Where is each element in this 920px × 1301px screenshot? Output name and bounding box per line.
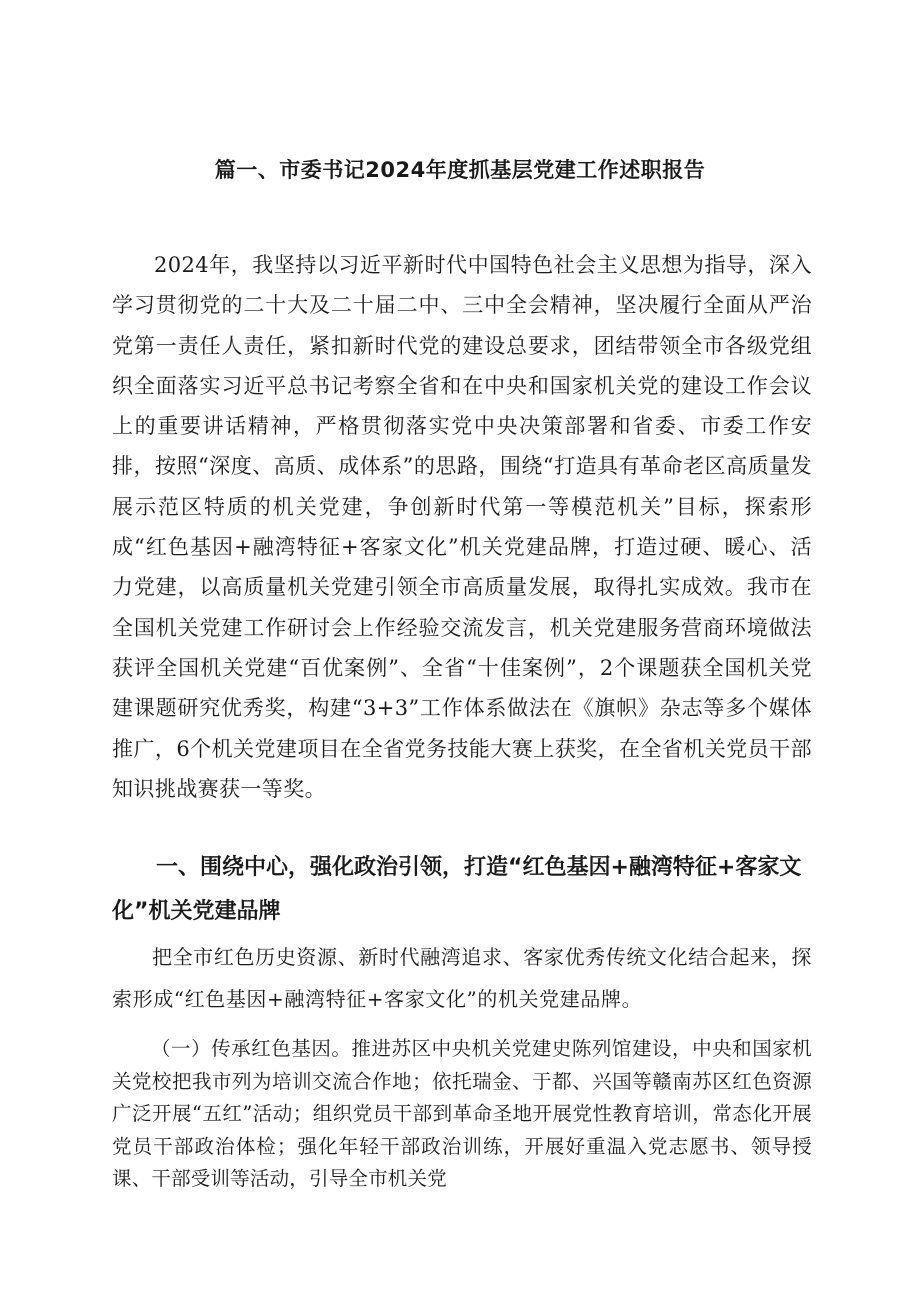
document-title: 篇一、市委书记2024年度抓基层党建工作述职报告 (214, 158, 706, 182)
section-item-paragraph: （一）传承红色基因。推进苏区中央机关党建史陈列馆建设，中央和国家机关党校把我市列为培训交流合作地；依托瑞金、于都、兴国等赣南苏区红色资源广泛开展“五红”活动；组织党员干部到革命圣地开展党性教育培训，常态化开展党员干部政治体检；强化年轻干部政治训练，开展好重温入党志愿书、领导授课、干部受训等活动，引导全市机关党 (112, 1037, 812, 1190)
section-heading: 一、围绕中心，强化政治引领，打造“红色基因+融湾特征+客家文化”机关党建品牌 (112, 855, 802, 924)
section-intro-paragraph: 把全市红色历史资源、新时代融湾追求、客家优秀传统文化结合起来，探索形成“红色基因+融湾特征+客家文化”的机关党建品牌。 (112, 945, 812, 1011)
intro-paragraph: 2024年，我坚持以习近平新时代中国特色社会主义思想为指导，深入学习贯彻党的二十大及二十届二中、三中全会精神，坚决履行全面从严治党第一责任人责任，紧扣新时代党的建设总要求，团结带领全市各级党组织全面落实习近平总书记考察全省和在中央和国家机关党的建设工作会议上的重要讲话精神，严格贯彻落实党中央决策部署和省委、市委工作安排，按照“深度、高质、成体系”的思路，围绕“打造具有革命老区高质量发展示范区特质的机关党建，争创新时代第一等模范机关”目标，探索形成“红色基因+融湾特征+客家文化”机关党建品牌，打造过硬、暖心、活力党建，以高质量机关党建引领全市高质量发展，取得扎实成效。我市在全国机关党建工作研讨会上作经验交流发言，机关党建服务营商环境做法获评全国机关党建“百优案例”、全省“十佳案例”，2个课题获全国机关党建课题研究优秀奖，构建“3+3”工作体系做法在《旗帜》杂志等多个媒体推广，6个机关党建项目在全省党务技能大赛上获奖，在全省机关党员干部知识挑战赛获一等奖。 (112, 253, 812, 801)
